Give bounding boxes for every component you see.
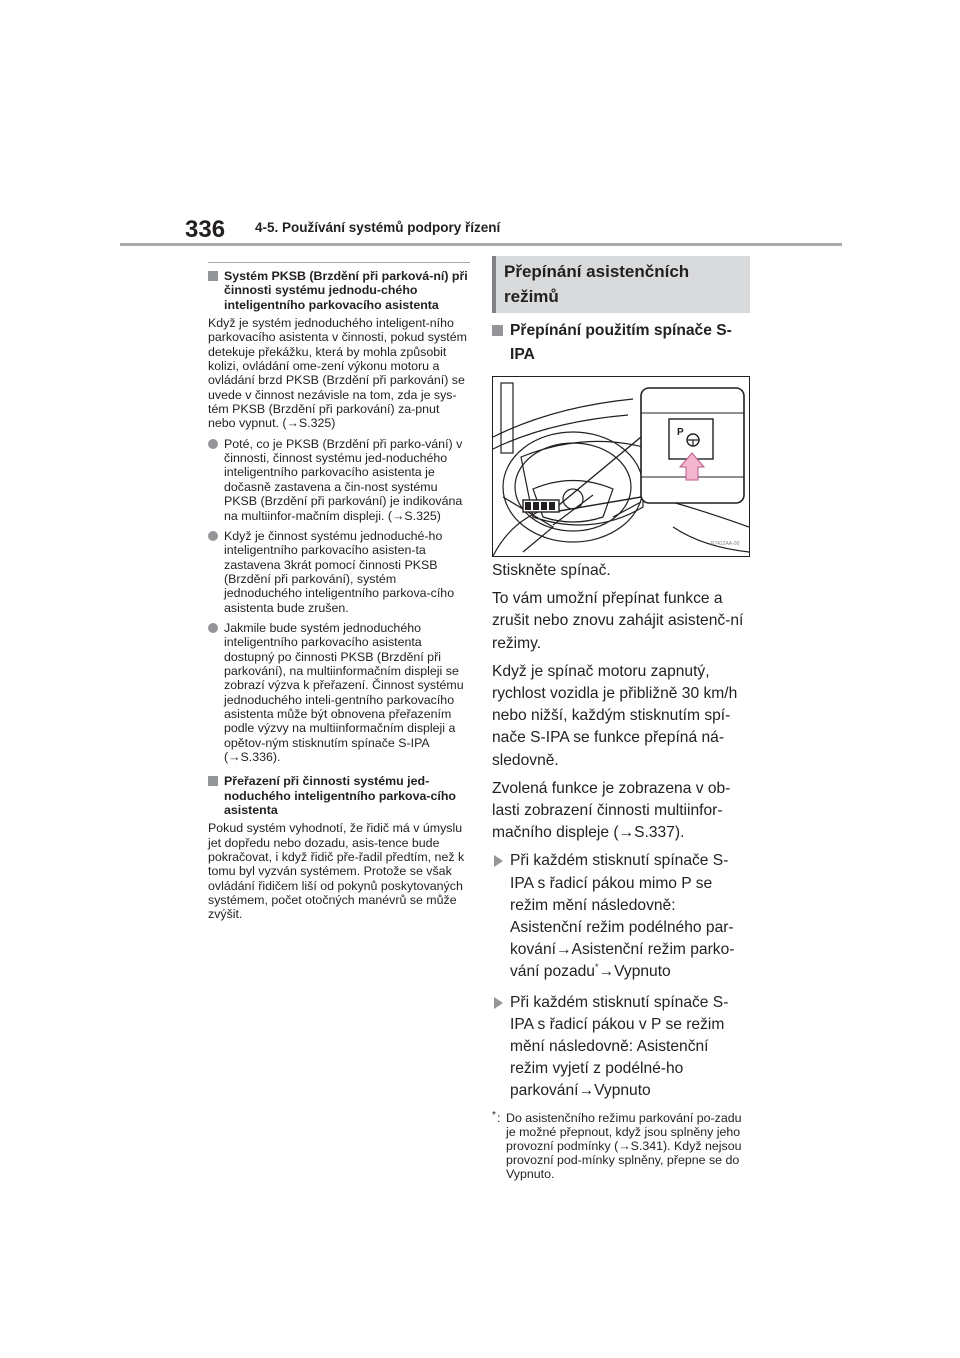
subheading-pksb <box>208 269 470 312</box>
list-item-text: Při každém stisknutí spínače S-IPA s řadicí pákou mimo P se režim mění následovně: Asistenční režim podélného par-kování→Asistenční režim parko-vání pozadu <box>510 852 735 981</box>
subheading-shifting <box>208 774 470 817</box>
left-top-rule <box>208 262 470 263</box>
page-number: 336 <box>185 216 226 243</box>
list-item <box>208 621 470 764</box>
list-item-text: Poté, co je PKSB (Brzdění při parko-vání) v činnosti, činnost systému jed-noduchého inteligentního parkovacího asistenta je dočasně zastavena a čin-nost systému PKSB (Brzdění při parkování) je indikována na multiinfor-mačním displeji. (→S.325) <box>224 436 463 523</box>
list-item-text: Jakmile bude systém jednoduchého inteligentního parkovacího asistenta dostupný po činnosti PKSB (Brzdění při parkování), na multiinformačním displeji se zobrazí výzva k přeřazení. Činnost systému jednoduchého inteli-gentního parkovacího asistenta může být obnovena přeřazením podle výzvy na multiinformačním displeji a opětov-ným stisknutím spínače S-IPA (→S.336). <box>224 620 464 764</box>
list-item-text: Při každém stisknutí spínače S-IPA s řadicí pákou v P se režim mění následovně: Asistenční režim vyjetí z podélné-ho parkování→Vypnuto <box>510 993 729 1100</box>
paragraph: Stiskněte spínač. <box>492 562 611 579</box>
footnote-text: Do asistenčního režimu parkování po-zadu je možné přepnout, když jsou splněny jeho provozní podmínky (→S.341). Když nejsou provozní pod-mínky splněny, přepne se do Vypnuto. <box>506 1110 742 1182</box>
list-item <box>208 437 470 523</box>
square-bullet-icon <box>208 776 218 786</box>
circle-bullet-icon <box>208 439 218 449</box>
list-item <box>208 529 470 615</box>
dashboard-illustration <box>492 376 750 557</box>
subheading-s-ipa <box>492 319 750 367</box>
square-bullet-icon <box>208 271 218 281</box>
header-rule <box>120 243 842 246</box>
header-title: 4-5. Používání systémů podpory řízení <box>255 220 501 235</box>
left-column <box>208 269 470 928</box>
circle-bullet-icon <box>208 531 218 541</box>
section-title: Přepínání asistenčních režimů <box>492 256 750 313</box>
subheading-text: Přepínání použitím spínače S-IPA <box>510 322 732 363</box>
footnote-marker: * <box>492 1109 496 1121</box>
paragraph: Když je systém jednoduchého inteligent-ního parkovacího asistenta v činnosti, pokud systém detekuje překážku, která by mohla způsobit kolizi, ovládání ome-zení výkonu motoru a ovládání brzd PKSB (Brzdění při parkování) se uvede v činnost nezávisle na tom, zda je sys-tém PKSB (Brzdění při parkování) za-pnut nebo vypnut. (→S.325) <box>208 316 467 431</box>
triangle-bullet-icon <box>494 997 503 1009</box>
right-column <box>492 256 750 1182</box>
list-item <box>492 992 750 1103</box>
paragraph: Pokud systém vyhodnotí, že řidič má v úmyslu jet dopředu nebo dozadu, asis-tence bude pokračovat, i když řidič pře-řadil předtím, než k tomu byl vyzván systémem. Protože se však ovládání řidičem liší od pokynů poskytovaných systémem, počet otočných manévrů se může zvýšit. <box>208 821 465 922</box>
footnote-marker: * <box>594 962 599 973</box>
list-item-text: Když je činnost systému jednoduché-ho inteligentního parkovacího asisten-ta zastavena 3krát pomocí činnosti PKSB (Brzdění při parkování), systém jednoduchého inteligentního parkova-cího asistenta bude zrušen. <box>224 528 455 615</box>
paragraph: Když je spínač motoru zapnutý, rychlost vozidla je přibližně 30 km/h nebo nižší, každým stisknutím spí-nače S-IPA se funkce přepíná ná-sledovně. <box>492 662 738 769</box>
switch-label: P <box>677 427 684 438</box>
triangle-bullet-icon <box>494 855 503 867</box>
circle-bullet-icon <box>208 623 218 633</box>
list-item <box>492 850 750 983</box>
paragraph: Zvolená funkce je zobrazena v ob-lasti zobrazení činnosti multiinfor-mačního displeje (→S.337). <box>492 779 731 842</box>
subheading-text: Přeřazení při činnosti systému jed-noduchého inteligentního parkova-cího asistenta <box>224 774 456 818</box>
footnote-colon: : <box>497 1110 501 1125</box>
footnote <box>492 1111 750 1182</box>
figure-code: P7412AA-00 <box>711 541 740 547</box>
subheading-text: Systém PKSB (Brzdění při parková-ní) při činnosti systému jednodu-chého inteligentního parkovacího asistenta <box>224 269 468 312</box>
square-bullet-icon <box>492 325 503 336</box>
paragraph: To vám umožní přepínat funkce a zrušit nebo znovu zahájit asistenč-ní režimy. <box>492 590 744 652</box>
list-item-text: →Vypnuto <box>598 963 671 981</box>
